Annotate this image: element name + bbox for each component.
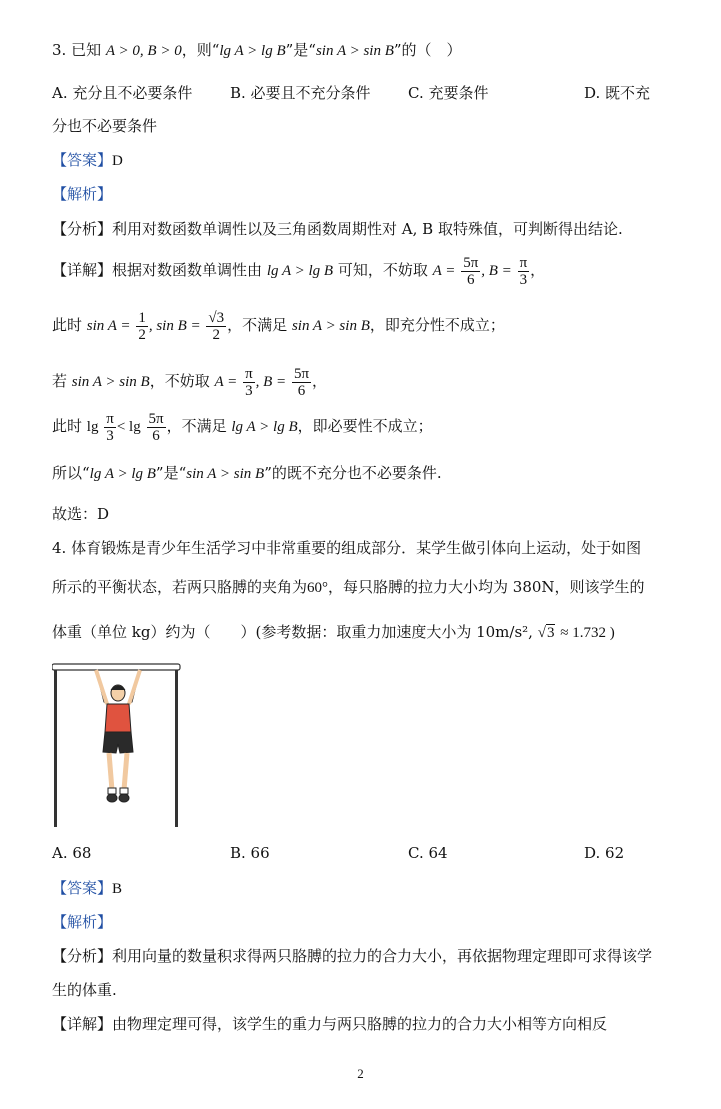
- q3-sinA-num: 1: [138, 309, 146, 326]
- q3-l4-expr: lg A > lg B: [231, 419, 298, 435]
- q4-detail-text: 由物理定理可得，该学生的重力与两只胳膊的拉力的合力大小相等方向相反: [112, 1015, 608, 1033]
- q3-l2-post-b: ，即充分性不成立；: [369, 316, 505, 334]
- q4-fenxi-line2: 生的体重.: [52, 981, 117, 999]
- q4-option-a: A. 68: [52, 844, 92, 862]
- q3-l3-b-den: 6: [297, 382, 306, 399]
- q3-sinB: , sin B =: [148, 318, 201, 334]
- q3-l4-post-a: ，不满足: [166, 417, 227, 435]
- q3-l5-expr2: sin A > sin B: [186, 466, 265, 482]
- q3-l4-d2: 6: [152, 427, 160, 444]
- q3-a-den: 6: [466, 271, 475, 288]
- q3-fenxi-tag: 【分析】: [52, 220, 113, 238]
- q4-fenxi-l1: 利用向量的数量积求得两只胳膊的拉力的合力大小，再依据物理定理即可求得该学: [112, 947, 653, 965]
- q4-stem-line2: [52, 577, 645, 598]
- q3-sinA: sin A =: [86, 318, 131, 334]
- q3-l3-post: ，: [312, 372, 328, 390]
- q4-option-c: C. 64: [408, 844, 448, 862]
- q3-l2-expr: sin A > sin B: [291, 318, 370, 334]
- q4-l2-pre: 所示的平衡状态，若两只胳膊的夹角为: [52, 578, 308, 596]
- q3-l4-frac1: [104, 411, 116, 444]
- q3-l3-expr: sin A > sin B: [71, 374, 150, 390]
- q4-detail-line: [52, 1014, 607, 1034]
- q3-stem: [52, 40, 462, 61]
- q4-stem-line1: 4. 体育锻炼是青少年生活学习中非常重要的组成部分．某学生做引体向上运动，处于如图: [52, 539, 642, 557]
- q3-detail-l1-expr: lg A > lg B: [266, 263, 334, 279]
- q3-fenxi-text: 利用对数函数单调性以及三角函数周期性对 A, B 取特殊值，可判断得出结论.: [112, 220, 623, 238]
- q3-lg-expr: lg A > lg B: [219, 43, 286, 59]
- q3-analysis-tag: 【解析】: [52, 185, 113, 203]
- q4-sqrt: √3: [537, 625, 555, 641]
- q4-answer-line: [52, 878, 122, 899]
- q3-answer-tag: 【答案】: [52, 151, 113, 169]
- q3-detail-tag: 【详解】: [52, 261, 113, 279]
- q3-stem-mid2: ”是“: [285, 41, 316, 59]
- q4-l2-post: ，每只胳膊的拉力大小均为 380N，则该学生的: [328, 578, 645, 596]
- q3-condition: A > 0, B > 0: [105, 43, 182, 59]
- q4-approx: ≈ 1.732 ): [560, 625, 615, 641]
- q3-l3-b: , B =: [255, 374, 287, 390]
- q3-detail-line5: [52, 463, 442, 484]
- q3-l3-a-num: π: [245, 365, 253, 382]
- q3-sinB-frac: [206, 310, 226, 343]
- q4-l3-pre: 体重（单位 kg）约为（ ）(参考数据：取重力加速度大小为 10m/s²,: [52, 623, 533, 641]
- q3-stem-post: ”的（ ）: [393, 41, 462, 59]
- q3-l5-post: ”的既不充分也不必要条件.: [264, 464, 442, 482]
- pullup-figure: [52, 660, 182, 830]
- q3-sinB-num: √3: [208, 309, 225, 326]
- q4-option-d: D. 62: [584, 844, 625, 862]
- q4-angle: 60°: [307, 580, 329, 596]
- q4-answer: B: [112, 881, 123, 897]
- q3-l4-pre: 此时: [52, 417, 83, 435]
- q3-detail-line2: [52, 304, 505, 347]
- q3-fenxi-line: [52, 219, 623, 239]
- q3-detail-line3: [52, 360, 327, 403]
- q3-sinB-den: 2: [212, 326, 221, 343]
- q3-l5-expr1: lg A > lg B: [89, 466, 156, 482]
- q3-l5-pre: 所以“: [52, 464, 90, 482]
- q4-option-b: B. 66: [230, 844, 270, 862]
- q3-option-c: C. 充要条件: [408, 84, 489, 102]
- q3-sinA-den: 2: [138, 326, 146, 343]
- q3-l3-b-frac: [292, 366, 311, 399]
- q3-l3-a-den: 3: [245, 382, 253, 399]
- q3-detail-line4: [52, 405, 433, 448]
- q3-detail-l1-pre: 根据对数函数单调性由: [112, 261, 263, 279]
- q3-l2-post-a: ，不满足: [227, 316, 288, 334]
- q3-l3-a: A =: [214, 374, 238, 390]
- q3-conclusion: 故选：D: [52, 505, 110, 523]
- q3-l3-pre: 若: [52, 372, 68, 390]
- q3-b-den: 3: [519, 271, 528, 288]
- q3-number: 3.: [52, 41, 67, 59]
- q3-stem-mid1: ，则“: [181, 41, 220, 59]
- q3-l4-lg1: lg: [86, 419, 99, 435]
- q3-option-d: D. 既不充: [584, 84, 651, 102]
- q3-l2-pre: 此时: [52, 316, 83, 334]
- q3-a-eq: A =: [432, 263, 456, 279]
- q3-l4-n2: 5π: [148, 410, 164, 427]
- q4-fenxi-tag: 【分析】: [52, 947, 113, 965]
- q3-a-num: 5π: [463, 254, 479, 271]
- q3-option-a: A. 充分且不必要条件: [52, 84, 193, 102]
- q3-l3-mid: ，不妨取: [149, 372, 210, 390]
- q3-detail-l1-mid: 可知，不妨取: [337, 261, 428, 279]
- q3-l5-mid: ”是“: [155, 464, 187, 482]
- q3-stem-pre: 已知: [71, 41, 102, 59]
- q3-l3-a-frac: [243, 366, 255, 399]
- q3-l4-frac2: [147, 411, 166, 444]
- page-number: 2: [357, 1066, 364, 1081]
- q3-option-b: B. 必要且不充分条件: [230, 84, 371, 102]
- q3-l4-n1: π: [106, 410, 114, 427]
- q4-fenxi-line1: [52, 946, 652, 966]
- student-figure: [96, 670, 140, 802]
- q4-detail-tag: 【详解】: [52, 1015, 113, 1033]
- q3-a-frac: [461, 255, 480, 288]
- q4-stem-line3: [52, 622, 615, 643]
- q3-answer: D: [112, 153, 123, 169]
- q4-answer-tag: 【答案】: [52, 879, 113, 897]
- q3-l4-post-b: ，即必要性不成立；: [297, 417, 433, 435]
- q3-b-num: π: [519, 254, 528, 271]
- q3-detail-line1: 【详解】根据对数函数单调性由 lg A > lg B 可知，不妨取 A = $\frac{5\pi}{6}$ , B = $\frac{\pi}{3}$ ，: [52, 254, 546, 288]
- q4-sqrt-val: 3: [546, 625, 555, 641]
- q3-b-eq: , B =: [481, 263, 512, 279]
- q3-l4-d1: 3: [106, 427, 114, 444]
- q3-l4-lt: < lg: [116, 419, 141, 435]
- q4-analysis-tag: 【解析】: [52, 913, 113, 931]
- q3-sinA-frac: [136, 310, 148, 343]
- q3-b-frac: [518, 255, 530, 288]
- q3-l3-b-num: 5π: [293, 365, 310, 382]
- q3-answer-line: [52, 150, 123, 171]
- q3-sin-expr: sin A > sin B: [315, 43, 394, 59]
- q3-option-d-cont: 分也不必要条件: [52, 117, 158, 135]
